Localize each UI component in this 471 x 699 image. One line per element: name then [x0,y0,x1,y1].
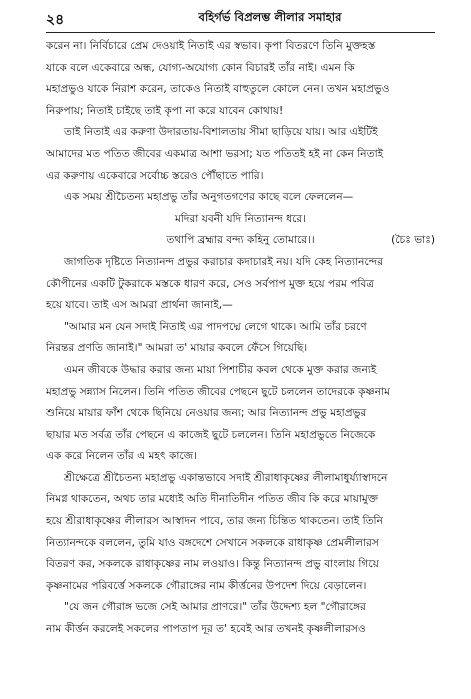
running-title: বহিৰ্গৰ্ভ বিপ্ৰলম্ভ লীলার সমাহার [198,10,342,24]
page-body [46,36,435,641]
text-line: নিমগ্ন থাকতেন, অথচ তার মধ্যেই অতি দীনাতিদীন পতিত জীব কি করে মায়ামুক্ত [46,493,379,506]
text-line: করেন না। নির্বিচারে প্রেম দেওয়াই নিতাই এর স্বভাব। কৃপা বিতরণে তিনি মুক্তহস্ত [46,40,376,52]
text-line: নিত্যানন্দকে বললেন, তুমি যাও বঙ্গদেশে সেখানে সকলকে রাধাকৃষ্ণ প্রেমলীলারস [46,536,379,549]
verse-line: তথাপি ব্রহ্মার বন্দ্য কহিনু তোমারে।। [166,234,315,247]
text-line: কৌপীনের একটি টুকরাকে মস্তকে ধারণ করে, সেও সর্বপাপ মুক্ত হয়ে পরম পবিত্র [46,277,375,290]
text-line: নিরন্তর প্রণতি জানাই।" আমরা ত' মায়ার কবলে ফেঁসে গিয়েছি। [46,342,308,355]
text-line: শ্রীক্ষেত্রে শ্রীচৈতন্য মহাপ্রভু একান্তভাবে সদাই শ্রীরাধাকৃষ্ণের লীলামাধুর্য্যাস্বাদনে [64,471,388,484]
text-line: নিরুপায়; নিতাই চাইছে তাই কৃপা না করে যাবেন কোথায়! [46,104,284,117]
text-line: এক করে নিলেন তাঁর এ মহৎ কাজে। [46,450,198,463]
text-line: মহাপ্রভুও যাকে নিরাশ করেন, তাকেও নিতাই বাহুতুলে কোলে নেন। তখন মহাপ্রভুও [46,83,390,96]
text-line: এমন জীবকে উদ্ধার করার জন্য মায়া পিশাচীর কবল থেকে মুক্ত করার জন্যই [64,363,377,376]
text-line: নাম কীর্ত্তন করলেই সকলের পাপতাপ দূর ত' হবেই আর তখনই কৃষ্ণলীলারসও [46,623,366,636]
text-line: কৃষ্ণনামের পরিবর্ত্তে সকলকে গৌরাঙ্গের নাম কীর্ত্তনের উপদেশ দিয়ে বেড়ালেন। [46,579,367,592]
text-line: "আমার মন যেন সদাই নিতাই এর পাদপদ্মে লেগে থাকে। আমি তাঁর চরণে [64,320,367,333]
text-line: শুনিয়ে মায়ার ফাঁশ থেকে ছিনিয়ে নেওয়ার জন্য; আর নিত্যানন্দ প্রভু মহাপ্রভুর [46,407,367,420]
text-line: এর করুণায় একেবারে সর্বোচ্চ স্তরেও পৌঁছাতে পারি। [46,169,264,182]
verse-line: মদিরা যবনী যদি নিত্যানন্দ ধরে। [175,212,306,225]
text-line: এক সময় শ্রীচৈতন্য মহাপ্রভু তাঁর অনুগতগণের কাছে বলে ফেললেন— [64,191,354,204]
verse-reference: (চৈঃ ভাঃ) [391,234,435,247]
text-line: যাকে বলে একেবারে অন্ধ, যোগ্য-অযোগ্য কোন বিচারই তাঁর নাই। এমন কি [46,61,355,74]
text-line: হয়ে শ্রীরাধাকৃষ্ণের লীলারস আস্বাদন পাবে, তার জন্য চিন্তিত থাকতেন। তাই তিনি [46,515,383,528]
text-line: বিতরণ কর, সকলকে রাধাকৃষ্ণের নাম লওয়াও। কিন্তু নিত্যানন্দ প্রভু বাংলায় গিয়ে [46,558,379,571]
text-line: তাই নিতাই এর করুণা উদারতায়-বিশালতায় সীমা ছাড়িয়ে যায়। আর এইটিই [64,126,378,139]
page-number: ২৪ [46,12,65,28]
text-line: জাগতিক দৃষ্টিতে নিত্যানন্দ প্রভুর করাচার কদাচারই নয়। যদি কেহ নিত্যানন্দের [64,255,384,268]
verse-line-with-reference [46,230,435,252]
header-rule [46,32,435,33]
text-line: "যে জন গৌরাঙ্গ ভজে সেই আমার প্রাণরে।" তাঁর উদ্দেশ্য হল "গৌরাঙ্গের [64,601,366,614]
text-line: মহাপ্রভু সন্ন্যাস নিলেন। তিনি পতিত জীবের পেছনে ছুটে চললেন তাদেরকে কৃষ্ণনাম [46,385,390,398]
text-line: আমাদের মত পতিত জীবের একমাত্র আশা ভরসা; যত পতিতই হই না কেন নিতাই [46,147,384,160]
page-header [0,6,471,30]
text-line: হয়ে যাবে। তাই এস আমরা প্রার্থনা জানাই,— [46,299,233,312]
text-line: ছায়ার মত সর্বত্র তাঁর পেছনে এ কাজেই ছুটে চললেন। তিনি মহাপ্রভুতে নিজেকে [46,428,376,441]
